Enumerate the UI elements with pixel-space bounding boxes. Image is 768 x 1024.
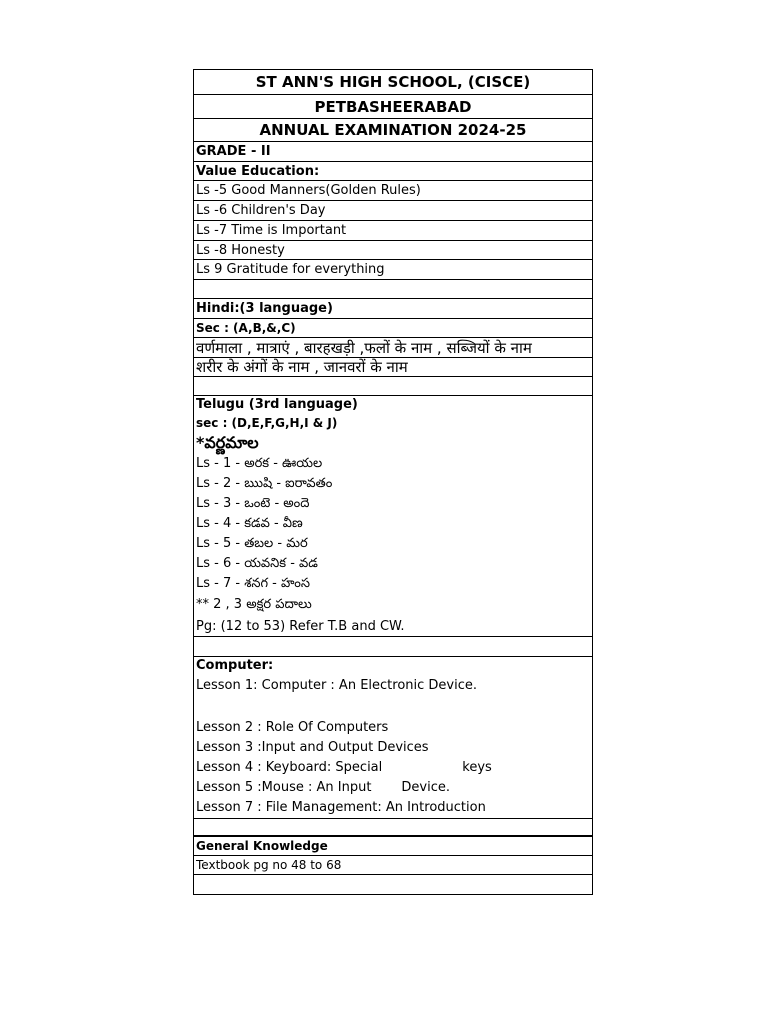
hindi-section: Sec : (A,B,&,C)	[194, 319, 592, 338]
value-education-lesson: Ls -5 Good Manners(Golden Rules)	[194, 181, 592, 201]
gk-text: Textbook pg no 48 to 68	[194, 856, 592, 875]
blank-row	[194, 819, 592, 837]
telugu-lesson: Ls - 5 - తబల - మర	[196, 536, 308, 551]
grade-label: GRADE - II	[194, 142, 592, 162]
telugu-lesson: Ls - 3 - ఒంటె - అందె	[196, 496, 310, 511]
syllabus-sheet	[193, 69, 593, 895]
blank-row	[194, 637, 592, 657]
value-education-lesson: Ls -8 Honesty	[194, 241, 592, 260]
computer-lesson: Lesson 7 : File Management: An Introduction	[194, 797, 592, 819]
telugu-lesson: Ls - 7 - శనగ - హంస	[196, 576, 311, 591]
blank-row	[194, 280, 592, 299]
computer-lesson	[194, 757, 592, 777]
exam-title: ANNUAL EXAMINATION 2024-25	[194, 119, 592, 142]
computer-lesson	[194, 777, 592, 797]
computer-lesson-text: keys	[462, 759, 492, 775]
telugu-lesson: Ls - 1 - అరక - ఊయల	[196, 456, 323, 471]
value-education-heading: Value Education:	[194, 162, 592, 181]
telugu-lesson: Ls - 4 - కడవ - వీణ	[196, 516, 303, 531]
telugu-varnamala: *వర్ణమాల	[196, 433, 259, 452]
telugu-section: sec : (D,E,F,G,H,I & J)	[196, 416, 338, 430]
telugu-words: ** 2 , 3 అక్షర పదాలు	[196, 596, 312, 612]
school-name: ST ANN'S HIGH SCHOOL, (CISCE)	[194, 70, 592, 95]
computer-lesson-text: Lesson 5 :Mouse : An Input	[196, 779, 372, 795]
computer-lesson-text: Lesson 4 : Keyboard: Special	[196, 759, 383, 775]
value-education-lesson: Ls 9 Gratitude for everything	[194, 260, 592, 280]
gk-heading: General Knowledge	[194, 837, 592, 856]
telugu-pages: Pg: (12 to 53) Refer T.B and CW.	[194, 616, 592, 637]
value-education-lesson: Ls -6 Children's Day	[194, 201, 592, 221]
value-education-lesson: Ls -7 Time is Important	[194, 221, 592, 241]
hindi-syllabus-line: वर्णमाला , मात्राएं , बारहखड़ी ,फलों के नाम , सब्जियों के नाम	[194, 338, 592, 358]
telugu-lesson: Ls - 2 - ఋషి - ఐరావతం	[196, 476, 333, 491]
computer-lesson: Lesson 2 : Role Of Computers	[196, 719, 389, 735]
computer-heading: Computer:	[196, 658, 274, 673]
blank-row	[194, 875, 592, 894]
hindi-syllabus-line: शरीर के अंगों के नाम , जानवरों के नाम	[194, 358, 592, 377]
hindi-heading: Hindi:(3 language)	[194, 299, 592, 319]
computer-lesson: Lesson 1: Computer : An Electronic Device.	[196, 678, 478, 693]
computer-lesson: Lesson 3 :Input and Output Devices	[196, 739, 429, 755]
telugu-lesson: Ls - 6 - యవనిక - వడ	[196, 556, 318, 571]
telugu-heading: Telugu (3rd language)	[196, 397, 358, 412]
school-place: PETBASHEERABAD	[194, 95, 592, 119]
blank-row	[194, 377, 592, 396]
computer-lesson-text: Device.	[401, 779, 451, 795]
blank-row	[194, 697, 592, 717]
